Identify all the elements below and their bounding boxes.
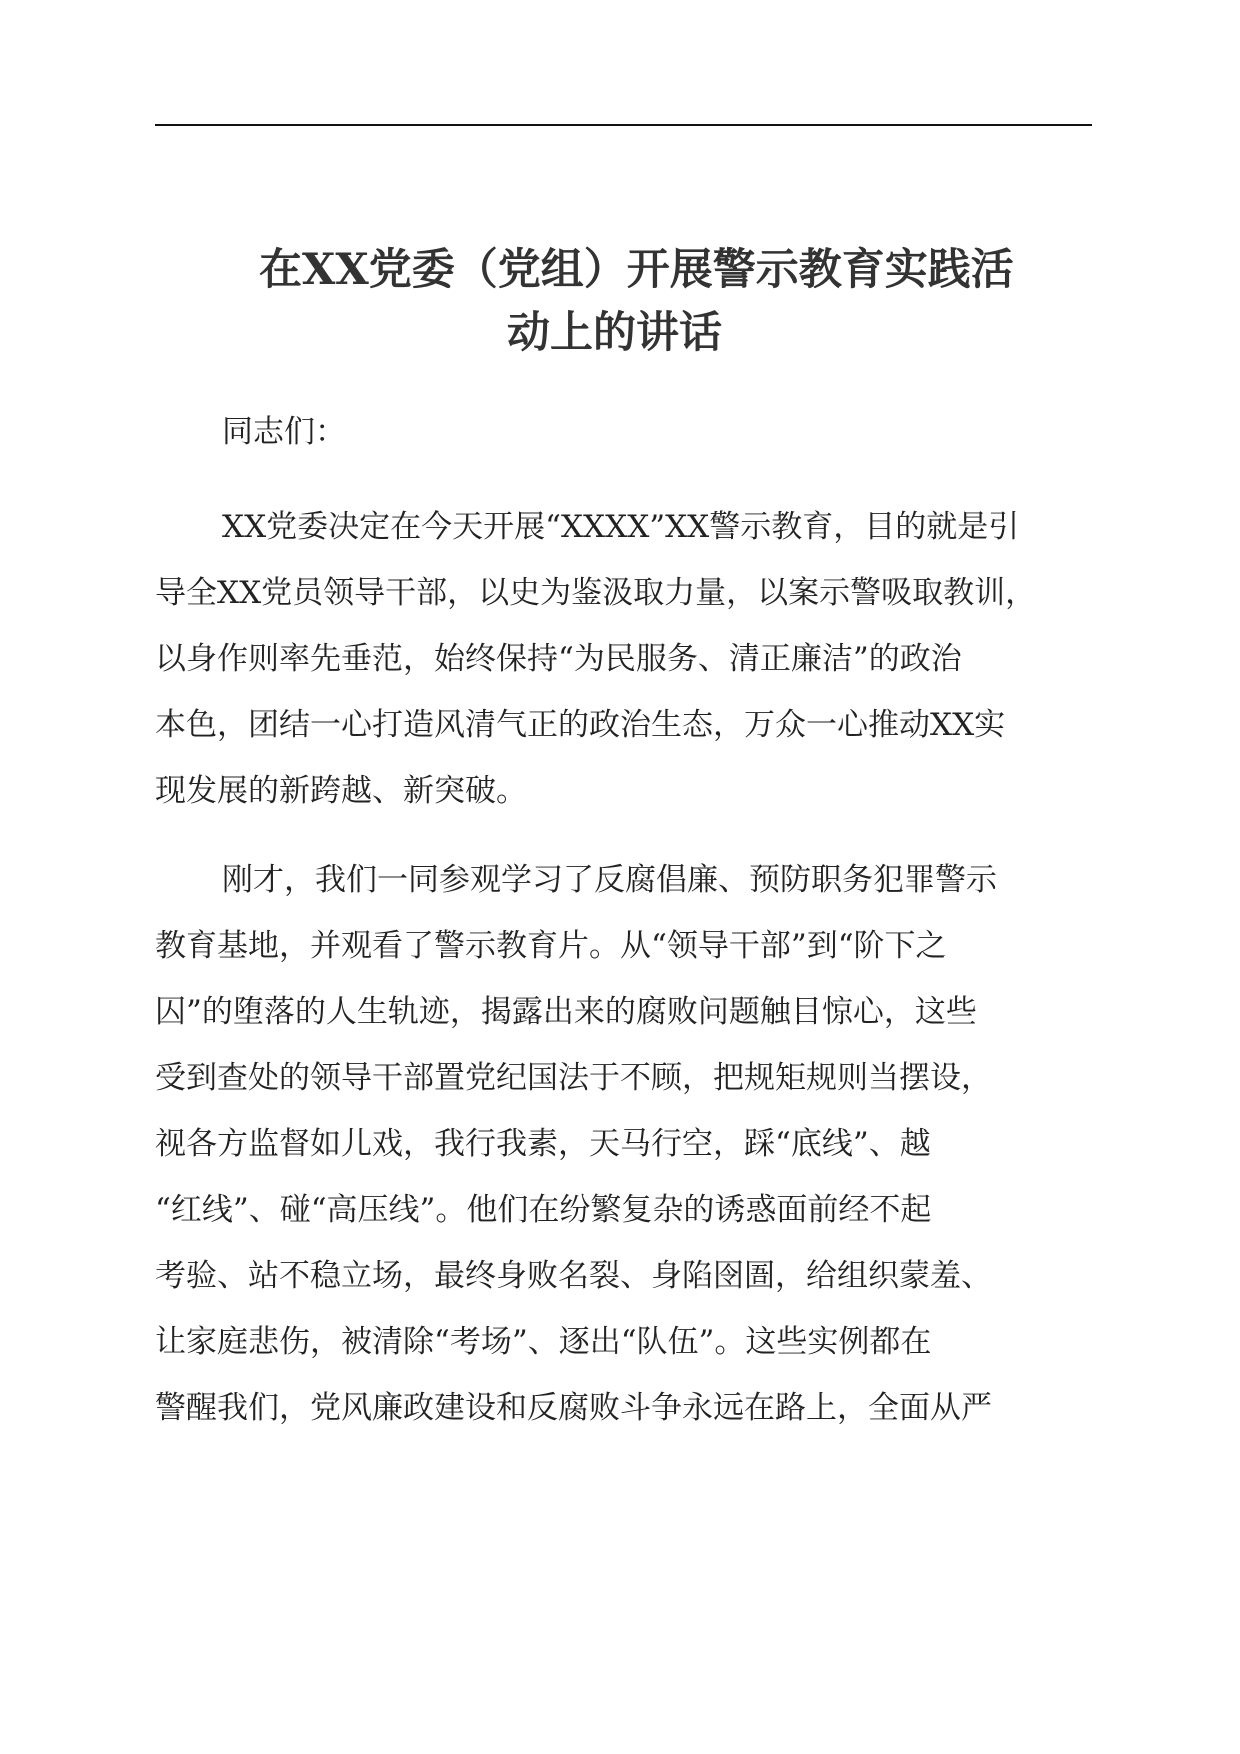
paragraph-2-line: 刚才，我们一同参观学习了反腐倡廉、预防职务犯罪警示 [222,862,997,898]
header-rule [155,124,1092,126]
paragraph-1-line: 现发展的新跨越、新突破。 [155,773,527,809]
paragraph-1-line: XX党委决定在今天开展“XXXX”XX警示教育，目的就是引 [222,509,1020,545]
salutation: 同志们： [222,414,346,450]
paragraph-1-line: 导全XX党员领导干部，以史为鉴汲取力量，以案示警吸取教训， [155,575,1037,611]
title-line: 在XX党委（党组）开展警示教育实践活 [259,245,1014,295]
paragraph-2-line: 考验、站不稳立场，最终身败名裂、身陷囹圄，给组织蒙羞、 [155,1258,992,1294]
title-line: 动上的讲话 [507,308,722,358]
paragraph-2-line: 让家庭悲伤，被清除“考场”、逐出“队伍”。这些实例都在 [155,1324,932,1360]
paragraph-1-line: 本色，团结一心打造风清气正的政治生态，万众一心推动XX实 [155,707,1006,743]
paragraph-1-line: 以身作则率先垂范，始终保持“为民服务、清正廉洁”的政治 [155,641,962,677]
paragraph-2-line: 受到查处的领导干部置党纪国法于不顾，把规矩规则当摆设， [155,1060,992,1096]
paragraph-2-line: 教育基地，并观看了警示教育片。从“领导干部”到“阶下之 [155,928,947,964]
paragraph-2-line: “红线”、碰“高压线”。他们在纷繁复杂的诱惑面前经不起 [155,1192,932,1228]
paragraph-2-line: 警醒我们，党风廉政建设和反腐败斗争永远在路上，全面从严 [155,1390,992,1426]
paragraph-2-line: 视各方监督如儿戏，我行我素，天马行空，踩“底线”、越 [155,1126,931,1162]
paragraph-2-line: 囚”的堕落的人生轨迹，揭露出来的腐败问题触目惊心，这些 [155,994,977,1030]
